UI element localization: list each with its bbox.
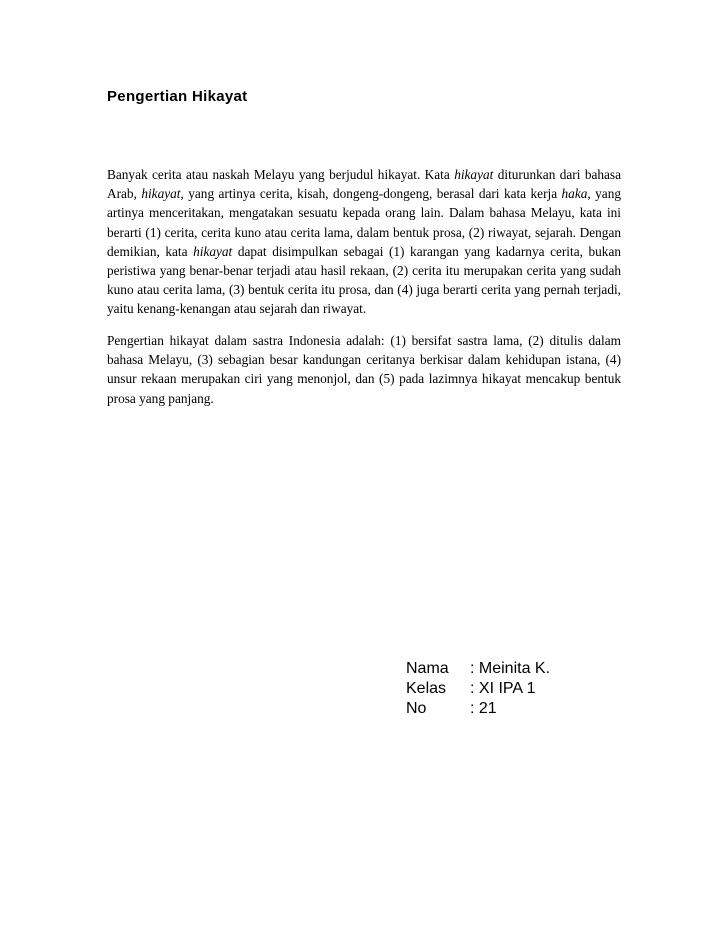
text-run-italic: haka [561,186,588,202]
student-info-row [406,659,550,679]
text-run: diturunkan dari bahasa Arab, [107,167,621,202]
text-run: , yang artinya cerita, kisah, dongeng-dongeng, berasal dari kata kerja [180,186,562,202]
info-label-number: No [406,700,427,717]
info-value-name: : Meinita K. [470,660,551,677]
text-run: dapat disimpulkan sebagai (1) karangan yang kadarnya cerita, bukan peristiwa yang benar-benar terjadi atau hasil rekaan, (2) cerita itu merupakan cerita yang sudah kuno atau cerita lama, (3) bentuk cerita itu prosa, dan (4) juga berarti cerita yang pernah terjadi, yaitu kenang-kenangan atau sejarah dan riwayat. [107,243,621,317]
paragraph-characteristics: Pengertian hikayat dalam sastra Indonesia adalah: (1) bersifat sastra lama, (2) ditulis dalam bahasa Melayu, (3) sebagian besar kandungan ceritanya berkisar dalam kehidupan istana, (4) unsur rekaan merupakan ciri yang menonjol, dan (5) pada lazimnya hikayat mencakup bentuk prosa yang panjang. [107,333,621,406]
student-info-row [406,679,550,699]
text-run-italic: hikayat [193,243,233,259]
text-run: Banyak cerita atau naskah Melayu yang berjudul hikayat. Kata [107,167,455,182]
info-label-name: Nama [406,660,449,677]
paragraph-definition [107,165,621,319]
info-value-class: : XI IPA 1 [470,680,536,697]
student-info-row [406,699,550,719]
info-label-class: Kelas [406,680,447,697]
text-run-italic: hikayat [141,186,181,202]
info-value-number: : 21 [470,700,497,717]
text-run: , yang artinya menceritakan, mengatakan sesuatu kepada orang lain. Dalam bahasa Melayu, kata ini berarti (1) cerita, cerita kuno atau cerita lama, dalam bentuk prosa, (2) riwayat, sejarah. Dengan demikian, kata [107,186,621,259]
student-info-table [406,659,550,719]
text-run-italic: hikayat [454,167,494,182]
document-title: Pengertian Hikayat [107,88,248,105]
